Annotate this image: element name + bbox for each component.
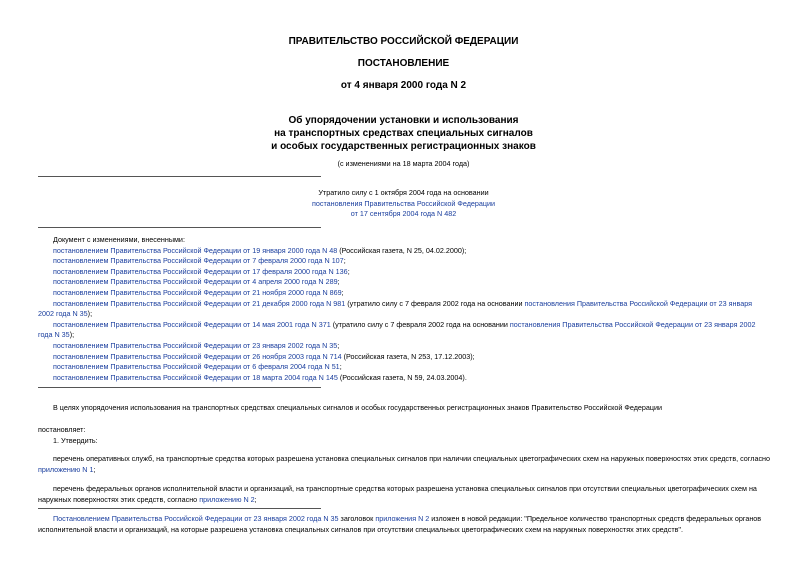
amendments-intro: Документ с изменениями, внесенными:: [53, 235, 185, 244]
expired-notice: [0, 188, 807, 220]
expired-line: Утратило силу с 1 октября 2004 года на основании: [318, 188, 489, 197]
amendment-link[interactable]: постановлением Правительства Российской Федерации от 21 ноября 2000 года N 869: [53, 287, 342, 297]
changes-note: (с изменениями на 18 марта 2004 года): [337, 159, 470, 168]
list-item: постановлением Правительства Российской Федерации от 7 февраля 2000 года N 107;: [53, 256, 346, 266]
divider: [38, 176, 321, 177]
divider: [38, 387, 321, 388]
decides-paragraph: постановляет:: [38, 425, 86, 434]
expired-decree-link[interactable]: постановления Правительства Российской Федерации: [311, 198, 496, 208]
amendment-link[interactable]: постановлением Правительства Российской Федерации от 14 мая 2001 года N 371: [53, 319, 331, 329]
list1-paragraph: перечень оперативных служб, на транспортные средства которых разрешена установка специальных сигналов при наличии специальных цветографических схем на наружных поверхностях этих средств, согласно приложению N 1;: [38, 454, 771, 474]
list-item: постановлением Правительства Российской Федерации от 14 мая 2001 года N 371 (утратило силу с 7 февраля 2002 года на основании постановления Правительства Российской Федерации от 23 января 2002 года N 35);: [38, 319, 756, 340]
footnote-appendix-link[interactable]: приложения N 2: [375, 514, 430, 523]
list2-paragraph: перечень федеральных органов исполнительной власти и организаций, на транспортные средства которых разрешена установка специальных сигналов при отсутствии специальных цветографических схем на наружных поверхностях этих средств, согласно приложению N 2;: [38, 484, 757, 504]
list-item: постановлением Правительства Российской Федерации от 17 февраля 2000 года N 136;: [53, 266, 350, 276]
divider: [38, 227, 321, 228]
amendment-link[interactable]: постановлением Правительства Российской Федерации от 18 марта 2004 года N 145: [53, 372, 338, 382]
repeal-basis-link[interactable]: постановления Правительства Российской Федерации от 23 января 2002 года N 35: [38, 298, 753, 319]
amendment-link[interactable]: постановлением Правительства Российской Федерации от 26 ноября 2003 года N 714: [53, 351, 342, 361]
title-line-3: и особых государственных регистрационных знаков: [271, 141, 536, 152]
list-item: постановлением Правительства Российской Федерации от 4 апреля 2000 года N 289;: [53, 277, 340, 287]
amendment-link[interactable]: постановлением Правительства Российской Федерации от 21 декабря 2000 года N 981: [53, 298, 346, 308]
approve-paragraph: 1. Утвердить:: [53, 436, 98, 445]
amendments-list: [38, 235, 770, 383]
document-type: ПОСТАНОВЛЕНИЕ: [357, 58, 450, 69]
appendix-1-link[interactable]: приложению N 1: [38, 464, 94, 474]
divider: [38, 508, 321, 509]
list-item: постановлением Правительства Российской Федерации от 21 декабря 2000 года N 981 (утратило силу с 7 февраля 2002 года на основании постановления Правительства Российской Федерации от 23 января 2002 года N 35);: [38, 298, 753, 319]
list-item: постановлением Правительства Российской Федерации от 6 февраля 2004 года N 51;: [53, 362, 342, 372]
amendment-link[interactable]: постановлением Правительства Российской Федерации от 7 февраля 2000 года N 107: [53, 256, 344, 266]
amendment-link[interactable]: постановлением Правительства Российской Федерации от 23 января 2002 года N 35: [53, 340, 338, 350]
amendment-link[interactable]: постановлением Правительства Российской Федерации от 19 января 2000 года N 48: [53, 245, 338, 255]
amendment-link[interactable]: постановлением Правительства Российской Федерации от 4 апреля 2000 года N 289: [53, 277, 338, 287]
repeal-basis-link[interactable]: постановления Правительства Российской Федерации от 23 января 2002 года N 35: [38, 319, 756, 340]
document-date: от 4 января 2000 года N 2: [340, 80, 467, 91]
government-heading: ПРАВИТЕЛЬСТВО РОССИЙСКОЙ ФЕДЕРАЦИИ: [288, 36, 519, 47]
amendment-link[interactable]: постановлением Правительства Российской Федерации от 17 февраля 2000 года N 136: [53, 266, 348, 276]
title-line-2: на транспортных средствах специальных сигналов: [274, 128, 533, 139]
list-item: постановлением Правительства Российской Федерации от 23 января 2002 года N 35;: [53, 340, 340, 350]
document-title: [0, 114, 807, 153]
list-item: постановлением Правительства Российской Федерации от 21 ноября 2000 года N 869;: [53, 287, 344, 297]
footnote-decree-link[interactable]: Постановлением Правительства Российской Федерации от 23 января 2002 года N 35: [53, 514, 339, 523]
list-item: постановлением Правительства Российской Федерации от 19 января 2000 года N 48 (Российская газета, N 25, 04.02.2000);: [53, 245, 467, 255]
expired-decree-date-link[interactable]: от 17 сентября 2004 года N 482: [350, 209, 457, 218]
list-item: постановлением Правительства Российской Федерации от 26 ноября 2003 года N 714 (Российская газета, N 253, 17.12.2003);: [53, 351, 475, 361]
appendix-2-link[interactable]: приложению N 2: [199, 494, 255, 504]
amendment-link[interactable]: постановлением Правительства Российской Федерации от 6 февраля 2004 года N 51: [53, 362, 340, 372]
preamble-paragraph: В целях упорядочения использования на транспортных средствах специальных сигналов и особых государственных регистрационных знаков Правительство Российской Федерации: [53, 403, 663, 412]
title-line-1: Об упорядочении установки и использования: [288, 115, 519, 126]
list-item: постановлением Правительства Российской Федерации от 18 марта 2004 года N 145 (Российская газета, N 59, 24.03.2004).: [53, 372, 467, 382]
footnote-paragraph: Постановлением Правительства Российской Федерации от 23 января 2002 года N 35 заголовок приложения N 2 изложен в новой редакции: "Предельное количество транспортных средств федеральных органов исполнительной власти и организаций, на которые разрешена установка специальных сигналов при отсутствии специальных цветографических схем на наружных поверхностях этих средств".: [38, 514, 762, 534]
